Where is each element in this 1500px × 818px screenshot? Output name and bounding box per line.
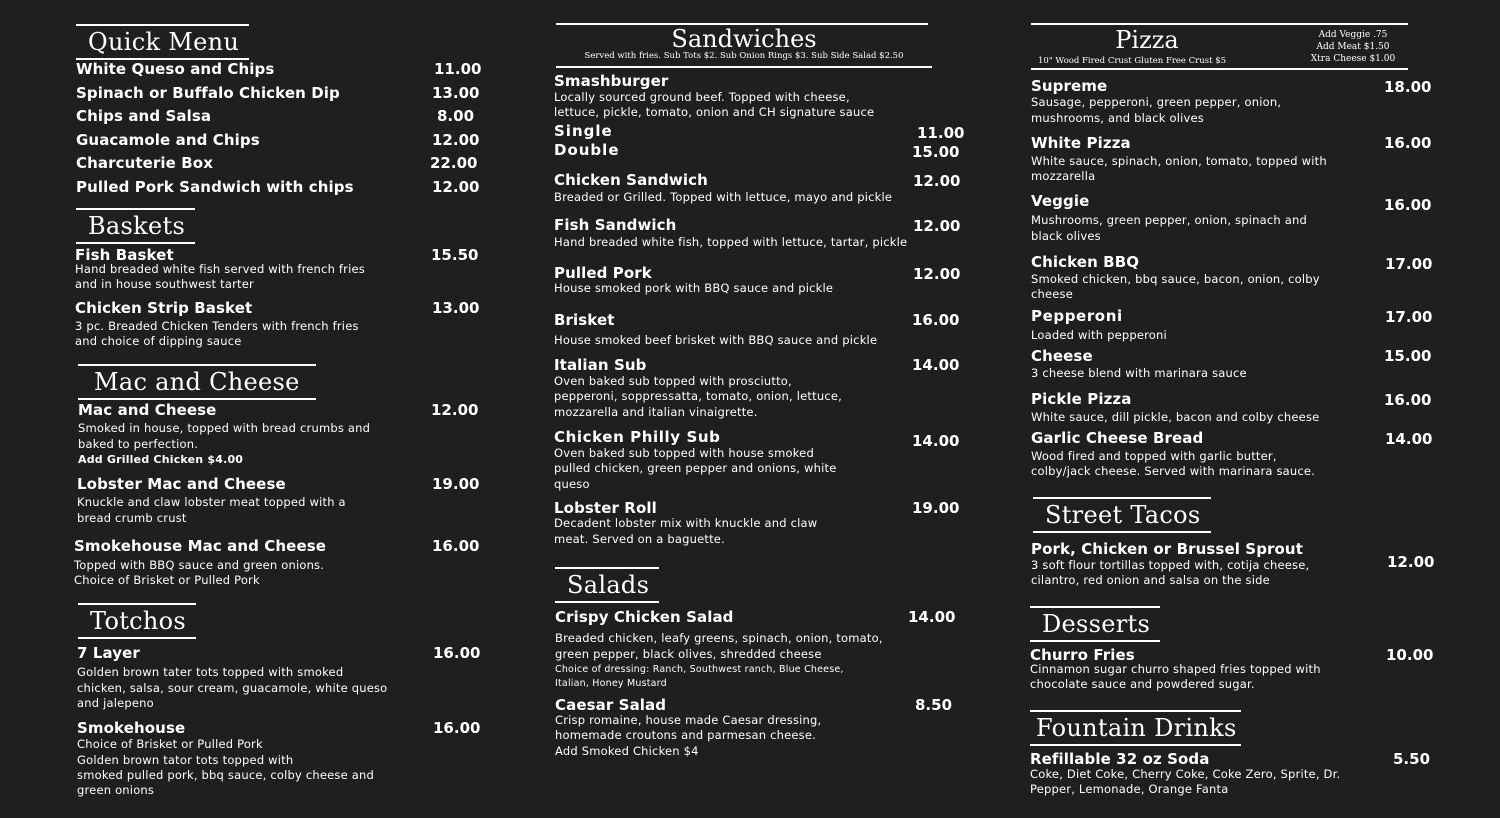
menu-item-name: Caesar Salad bbox=[555, 696, 667, 714]
menu-item-price: 19.00 bbox=[912, 499, 960, 517]
pizza-addon: Add Meat $1.50 bbox=[1316, 42, 1390, 52]
menu-item-desc: homemade croutons and parmesan cheese. bbox=[555, 728, 816, 742]
menu-item-name: Garlic Cheese Bread bbox=[1031, 429, 1204, 447]
menu-item-desc: smoked pulled pork, bbq sauce, colby cheese and bbox=[77, 768, 374, 782]
menu-item-desc: queso bbox=[554, 477, 590, 491]
section-title-pizza: Pizza bbox=[1115, 26, 1179, 54]
menu-item-size: Single bbox=[554, 122, 613, 140]
pizza-addon: Add Veggie .75 bbox=[1318, 30, 1388, 40]
menu-item-name: Lobster Mac and Cheese bbox=[77, 475, 286, 493]
menu-item-desc: Knuckle and claw lobster meat topped with a bbox=[77, 495, 346, 509]
menu-item-name: White Queso and Chips bbox=[76, 60, 275, 78]
dressing-options: Italian, Honey Mustard bbox=[555, 678, 667, 689]
menu-item-desc: Golden brown tator tots topped with bbox=[77, 753, 294, 767]
menu-item-desc: 3 pc. Breaded Chicken Tenders with french fries bbox=[75, 319, 359, 333]
menu-item-desc: 3 cheese blend with marinara sauce bbox=[1031, 366, 1247, 380]
menu-item-price: 17.00 bbox=[1385, 255, 1433, 273]
menu-item-desc: Coke, Diet Coke, Cherry Coke, Coke Zero, Sprite, Dr. bbox=[1030, 767, 1341, 781]
section-title-fountain-drinks: Fountain Drinks bbox=[1030, 710, 1241, 746]
menu-item-price: 22.00 bbox=[430, 154, 478, 172]
menu-item-desc: House smoked beef brisket with BBQ sauce and pickle bbox=[554, 333, 878, 347]
menu-item-price: 8.50 bbox=[915, 696, 953, 714]
menu-item-desc: Breaded chicken, leafy greens, spinach, onion, tomato, bbox=[555, 631, 883, 645]
menu-item-desc: mushrooms, and black olives bbox=[1031, 111, 1204, 125]
menu-item-desc: baked to perfection. bbox=[78, 437, 199, 451]
menu-item-desc: Choice of Brisket or Pulled Pork bbox=[74, 573, 260, 587]
menu-item-price: 16.00 bbox=[1384, 391, 1432, 409]
menu-item-price: 16.00 bbox=[433, 644, 481, 662]
menu-item-name: Pulled Pork Sandwich with chips bbox=[76, 178, 354, 196]
sandwich-sides-note: Served with fries. Sub Tots $2. Sub Onion Rings $3. Sub Side Salad $2.50 bbox=[584, 51, 904, 61]
menu-item-price: 12.00 bbox=[913, 265, 961, 283]
menu-item-name: Pickle Pizza bbox=[1031, 390, 1132, 408]
menu-item-price: 13.00 bbox=[432, 299, 480, 317]
menu-item-desc: green onions bbox=[77, 783, 155, 797]
menu-item-desc: Locally sourced ground beef. Topped with cheese, bbox=[554, 90, 850, 104]
menu-item-desc: 3 soft flour tortillas topped with, cotija cheese, bbox=[1031, 558, 1310, 572]
menu-item-desc: White sauce, spinach, onion, tomato, topped with bbox=[1031, 154, 1327, 168]
menu-item-price: 16.00 bbox=[912, 311, 960, 329]
menu-item-desc: Breaded or Grilled. Topped with lettuce, mayo and pickle bbox=[554, 190, 893, 204]
menu-item-desc: Smoked chicken, bbq sauce, bacon, onion, colby bbox=[1031, 272, 1320, 286]
menu-item-name: Brisket bbox=[554, 311, 615, 329]
menu-item-name: Smokehouse Mac and Cheese bbox=[74, 537, 327, 555]
menu-item-name: Fish Basket bbox=[75, 246, 174, 264]
menu-item-price: 12.00 bbox=[1387, 553, 1435, 571]
menu-item-price: 19.00 bbox=[432, 475, 480, 493]
section-title-baskets: Baskets bbox=[76, 208, 195, 244]
menu-item-desc: Oven baked sub topped with house smoked bbox=[554, 446, 814, 460]
menu-item-price: 14.00 bbox=[1385, 430, 1433, 448]
menu-item-name: Refillable 32 oz Soda bbox=[1030, 750, 1210, 768]
menu-item-name: Chicken Sandwich bbox=[554, 171, 708, 189]
menu-item-desc: Oven baked sub topped with prosciutto, bbox=[554, 374, 792, 388]
menu-item-price: 18.00 bbox=[1384, 78, 1432, 96]
section-title-mac-and-cheese: Mac and Cheese bbox=[78, 364, 316, 400]
menu-item-price: 10.00 bbox=[1386, 646, 1434, 664]
menu-item-price: 16.00 bbox=[433, 719, 481, 737]
menu-item-desc: bread crumb crust bbox=[77, 511, 187, 525]
section-title-street-tacos: Street Tacos bbox=[1033, 497, 1211, 533]
menu-item-price: 16.00 bbox=[432, 537, 480, 555]
menu-item-desc: Sausage, pepperoni, green pepper, onion, bbox=[1031, 95, 1282, 109]
section-title-salads: Salads bbox=[555, 567, 659, 603]
menu-item-desc: cilantro, red onion and salsa on the side bbox=[1031, 573, 1270, 587]
menu-item-desc: lettuce, pickle, tomato, onion and CH signature sauce bbox=[554, 105, 875, 119]
section-title-desserts: Desserts bbox=[1030, 606, 1160, 642]
menu-item-name: 7 Layer bbox=[77, 644, 140, 662]
menu-item-name: Chicken Philly Sub bbox=[554, 428, 721, 446]
section-rule bbox=[1031, 68, 1408, 70]
menu-item-desc: Pepper, Lemonade, Orange Fanta bbox=[1030, 782, 1229, 796]
menu-item-price: 15.50 bbox=[431, 246, 479, 264]
menu-item-name: Pork, Chicken or Brussel Sprout bbox=[1031, 540, 1303, 558]
menu-item-desc: Decadent lobster mix with knuckle and claw bbox=[554, 516, 818, 530]
menu-item-price: 14.00 bbox=[912, 432, 960, 450]
menu-item-desc: Topped with BBQ sauce and green onions. bbox=[74, 558, 325, 572]
menu-item-name: Lobster Roll bbox=[554, 499, 657, 517]
menu-item-price: 8.00 bbox=[437, 107, 475, 125]
menu-item-desc: chicken, salsa, sour cream, guacamole, white queso bbox=[77, 681, 388, 695]
menu-item-desc: Golden brown tater tots topped with smoked bbox=[77, 665, 344, 679]
menu-item-desc: pepperoni, soppressatta, tomato, onion, lettuce, bbox=[554, 389, 842, 403]
menu-item-name: Crispy Chicken Salad bbox=[555, 608, 734, 626]
menu-item-price: 12.00 bbox=[432, 178, 480, 196]
menu-item-name: Charcuterie Box bbox=[76, 154, 213, 172]
menu-item-price: 12.00 bbox=[913, 172, 961, 190]
menu-item-price: 15.00 bbox=[912, 143, 960, 161]
menu-item-desc: black olives bbox=[1031, 229, 1101, 243]
section-rule bbox=[556, 66, 932, 68]
menu-item-price: 12.00 bbox=[431, 401, 479, 419]
menu-item-desc: Mushrooms, green pepper, onion, spinach and bbox=[1031, 213, 1307, 227]
menu-item-desc: pulled chicken, green pepper and onions, white bbox=[554, 461, 837, 475]
menu-item-name: Spinach or Buffalo Chicken Dip bbox=[76, 84, 340, 102]
menu-item-desc: meat. Served on a baguette. bbox=[554, 532, 725, 546]
menu-item-name: Supreme bbox=[1031, 77, 1108, 95]
menu-item-price: 13.00 bbox=[432, 84, 480, 102]
menu-item-desc: Crisp romaine, house made Caesar dressing, bbox=[555, 713, 822, 727]
menu-item-name: White Pizza bbox=[1031, 134, 1131, 152]
menu-item-desc: and choice of dipping sauce bbox=[75, 334, 242, 348]
menu-item-desc: chocolate sauce and powdered sugar. bbox=[1030, 677, 1255, 691]
menu-item-name: Cheese bbox=[1031, 347, 1093, 365]
menu-item-name: Pulled Pork bbox=[554, 264, 652, 282]
menu-item-name: Chips and Salsa bbox=[76, 107, 212, 125]
menu-item-desc: and jalepeno bbox=[77, 696, 154, 710]
menu-item-name: Fish Sandwich bbox=[554, 216, 677, 234]
menu-item-price: 12.00 bbox=[432, 131, 480, 149]
section-title-totchos: Totchos bbox=[78, 603, 196, 639]
menu-item-desc: mozzarella bbox=[1031, 169, 1096, 183]
menu-item-price: 16.00 bbox=[1384, 196, 1432, 214]
menu-item-desc: White sauce, dill pickle, bacon and colby cheese bbox=[1031, 410, 1320, 424]
menu-item-price: 12.00 bbox=[913, 217, 961, 235]
menu-item-price: 16.00 bbox=[1384, 134, 1432, 152]
dressing-options: Choice of dressing: Ranch, Southwest ranch, Blue Cheese, bbox=[555, 664, 844, 675]
menu-item-desc: green pepper, black olives, shredded cheese bbox=[555, 647, 822, 661]
menu-item-name: Mac and Cheese bbox=[78, 401, 217, 419]
menu-item-price: 17.00 bbox=[1385, 308, 1433, 326]
menu-item-name: Chicken Strip Basket bbox=[75, 299, 253, 317]
menu-item-desc: Cinnamon sugar churro shaped fries topped with bbox=[1030, 662, 1321, 676]
menu-item-price: 11.00 bbox=[434, 60, 482, 78]
menu-item-desc: and in house southwest tarter bbox=[75, 277, 254, 291]
menu-item-name: Smashburger bbox=[554, 72, 669, 90]
menu-item-name: Italian Sub bbox=[554, 356, 647, 374]
pizza-crust-note: 10" Wood Fired Crust Gluten Free Crust $5 bbox=[1038, 56, 1227, 66]
section-rule bbox=[1031, 23, 1408, 25]
menu-item-desc: Loaded with pepperoni bbox=[1031, 328, 1167, 342]
menu-item-price: 11.00 bbox=[917, 124, 965, 142]
menu-item-desc: Hand breaded white fish served with french fries bbox=[75, 262, 365, 276]
menu-item-desc: cheese bbox=[1031, 287, 1074, 301]
menu-item-name: Smokehouse bbox=[77, 719, 186, 737]
menu-item-desc: colby/jack cheese. Served with marinara sauce. bbox=[1031, 464, 1316, 478]
menu-item-price: 14.00 bbox=[908, 608, 956, 626]
section-title-quick-menu: Quick Menu bbox=[76, 24, 249, 60]
menu-item-name: Veggie bbox=[1031, 192, 1090, 210]
menu-item-desc: Wood fired and topped with garlic butter, bbox=[1031, 449, 1277, 463]
menu-item-desc: Smoked in house, topped with bread crumbs and bbox=[78, 421, 371, 435]
menu-item-price: 15.00 bbox=[1384, 347, 1432, 365]
menu-item-price: 14.00 bbox=[912, 356, 960, 374]
menu-item-name: Guacamole and Chips bbox=[76, 131, 260, 149]
menu-item-desc: mozzarella and italian vinaigrette. bbox=[554, 405, 758, 419]
section-title-sandwiches: Sandwiches bbox=[671, 25, 817, 53]
menu-item-name: Churro Fries bbox=[1030, 646, 1135, 664]
menu-item-desc: Choice of Brisket or Pulled Pork bbox=[77, 737, 263, 751]
menu-item-desc: House smoked pork with BBQ sauce and pickle bbox=[554, 281, 834, 295]
menu-item-price: 5.50 bbox=[1393, 750, 1431, 768]
menu-item-desc: Add Smoked Chicken $4 bbox=[555, 744, 699, 758]
pizza-addon: Xtra Cheese $1.00 bbox=[1310, 54, 1396, 64]
menu-item-name: Pepperoni bbox=[1031, 307, 1123, 325]
menu-item-size: Double bbox=[554, 141, 620, 159]
menu-item-addon: Add Grilled Chicken $4.00 bbox=[78, 453, 244, 466]
menu-item-name: Chicken BBQ bbox=[1031, 253, 1140, 271]
menu-item-desc: Hand breaded white fish, topped with lettuce, tartar, pickle bbox=[554, 235, 908, 249]
